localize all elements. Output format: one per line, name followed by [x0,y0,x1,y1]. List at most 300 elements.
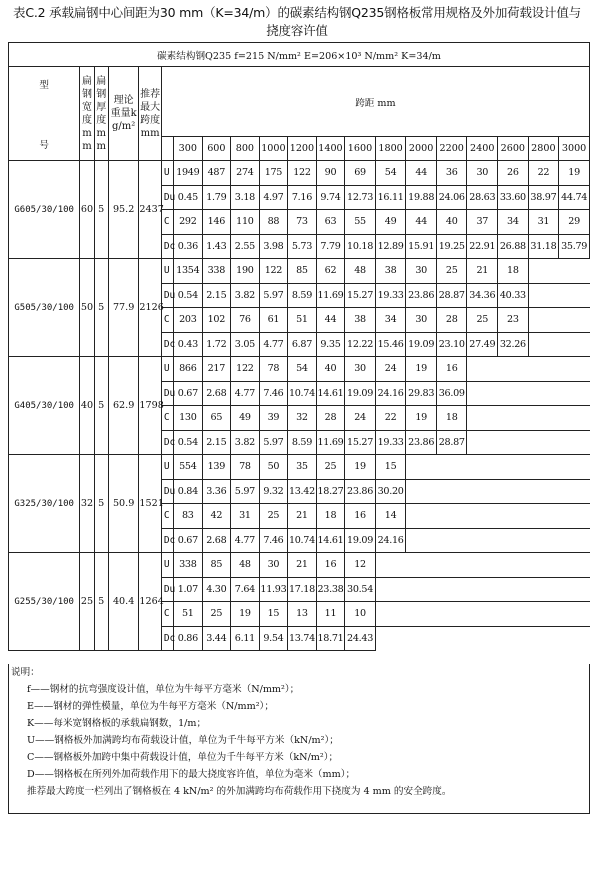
value-cell: 175 [259,161,288,186]
value-cell: 16 [345,504,376,529]
value-cell: 1354 [174,259,203,284]
value-cell: 3.36 [202,479,231,504]
row-label: U [161,455,173,480]
value-cell: 274 [231,161,260,186]
table-row [9,553,590,578]
value-cell: 11.69 [316,430,345,455]
header-span-label: 跨距 mm [161,67,589,137]
span-header-cell: 300 [174,137,203,161]
recommended-span-cell: 1264 [139,553,161,651]
value-cell: 7.16 [288,185,317,210]
value-cell: 15.27 [345,283,376,308]
value-cell: 3.98 [259,234,288,259]
value-cell: 49 [231,406,260,431]
value-cell: 2.68 [202,528,231,553]
span-header-cell: 2000 [406,137,437,161]
value-cell: 39 [259,406,288,431]
value-cell: 85 [202,553,231,578]
thickness-cell: 5 [94,455,108,553]
value-cell: 34 [375,308,406,333]
table-row [9,259,590,284]
value-cell: 30 [345,357,376,382]
value-cell: 24.16 [375,528,406,553]
header-width: 扁钢宽度mm [80,67,94,161]
value-cell: 38.97 [528,185,559,210]
value-cell: 19 [406,357,437,382]
value-cell: 18 [316,504,345,529]
value-cell: 9.35 [316,332,345,357]
value-cell: 12.73 [345,185,376,210]
model-cell: G505/30/100 [9,259,80,357]
value-cell: 5.97 [259,283,288,308]
value-cell: 25 [316,455,345,480]
value-cell: 42 [202,504,231,529]
value-cell: 122 [231,357,260,382]
value-cell: 5.97 [231,479,260,504]
value-cell: 5.73 [288,234,317,259]
value-cell: 24 [375,357,406,382]
value-cell: 12.89 [375,234,406,259]
empty-cell [375,626,589,651]
value-cell: 10 [345,602,376,627]
width-cell: 40 [80,357,94,455]
empty-cell [406,479,590,504]
note-line-d: D——钢格板在所列外加荷载作用下的最大挠度容许值，单位为毫米（mm）； [27,769,356,780]
value-cell: 76 [231,308,260,333]
width-cell: 50 [80,259,94,357]
value-cell: 30 [467,161,498,186]
header-thickness: 扁钢厚度mm [94,67,108,161]
weight-cell: 50.9 [108,455,139,553]
empty-cell [406,455,590,480]
value-cell: 83 [174,504,203,529]
value-cell: 10.18 [345,234,376,259]
value-cell: 13.42 [288,479,317,504]
value-cell: 0.45 [174,185,203,210]
row-label: Du [161,577,173,602]
empty-cell [375,553,589,578]
empty-cell [406,528,590,553]
value-cell: 1949 [174,161,203,186]
value-cell: 29 [559,210,590,235]
value-cell: 18 [436,406,467,431]
weight-cell: 40.4 [108,553,139,651]
value-cell: 78 [231,455,260,480]
value-cell: 44 [406,161,437,186]
table-row [9,455,590,480]
value-cell: 36.09 [436,381,467,406]
value-cell: 29.83 [406,381,437,406]
value-cell: 338 [174,553,203,578]
value-cell: 73 [288,210,317,235]
empty-cell [528,259,589,284]
value-cell: 21 [467,259,498,284]
value-cell: 25 [202,602,231,627]
value-cell: 69 [345,161,376,186]
value-cell: 9.54 [259,626,288,651]
value-cell: 90 [316,161,345,186]
span-header-cell: 3000 [559,137,590,161]
empty-cell [528,308,589,333]
value-cell: 25 [467,308,498,333]
value-cell: 5.97 [259,430,288,455]
value-cell: 4.30 [202,577,231,602]
value-cell: 50 [259,455,288,480]
value-cell: 21 [288,504,317,529]
value-cell: 40 [316,357,345,382]
value-cell: 40 [436,210,467,235]
span-header-cell: 1000 [259,137,288,161]
value-cell: 40.33 [498,283,529,308]
empty-cell [467,430,590,455]
note-line-e: E——钢材的弹性模量，单位为牛每平方毫米（N/mm²）； [27,701,274,712]
value-cell: 25 [259,504,288,529]
value-cell: 487 [202,161,231,186]
value-cell: 7.79 [316,234,345,259]
weight-cell: 62.9 [108,357,139,455]
value-cell: 32 [288,406,317,431]
value-cell: 49 [375,210,406,235]
value-cell: 24.16 [375,381,406,406]
empty-cell [528,283,589,308]
value-cell: 10.74 [288,528,317,553]
value-cell: 122 [259,259,288,284]
value-cell: 85 [288,259,317,284]
empty-cell [467,357,590,382]
value-cell: 63 [316,210,345,235]
value-cell: 2.15 [202,430,231,455]
value-cell: 22.91 [467,234,498,259]
recommended-span-cell: 2437 [139,161,161,259]
value-cell: 4.77 [231,528,260,553]
value-cell: 23.38 [316,577,345,602]
row-label: U [161,161,173,186]
value-cell: 0.84 [174,479,203,504]
recommended-span-cell: 1798 [139,357,161,455]
row-label: Dc [161,234,173,259]
value-cell: 17.18 [288,577,317,602]
value-cell: 19.33 [375,430,406,455]
span-header-cell: 800 [231,137,260,161]
value-cell: 44.74 [559,185,590,210]
value-cell: 7.46 [259,381,288,406]
value-cell: 3.82 [231,430,260,455]
value-cell: 13.74 [288,626,317,651]
value-cell: 2.15 [202,283,231,308]
row-label: C [161,308,173,333]
value-cell: 10.74 [288,381,317,406]
value-cell: 51 [288,308,317,333]
thickness-cell: 5 [94,259,108,357]
table-title: 表C.2 承载扁钢中心间距为30 mm（K=34/m）的碳素结构钢Q235钢格板常用规格及外加荷载设计值与挠度容许值 [13,5,581,38]
value-cell: 30 [259,553,288,578]
value-cell: 15 [259,602,288,627]
value-cell: 18 [498,259,529,284]
row-label: C [161,406,173,431]
value-cell: 33.60 [498,185,529,210]
value-cell: 0.54 [174,283,203,308]
value-cell: 12 [345,553,376,578]
value-cell: 866 [174,357,203,382]
value-cell: 1.07 [174,577,203,602]
table-row [9,357,590,382]
value-cell: 4.97 [259,185,288,210]
value-cell: 25 [436,259,467,284]
value-cell: 28.87 [436,283,467,308]
value-cell: 1.79 [202,185,231,210]
value-cell: 19 [559,161,590,186]
thickness-cell: 5 [94,161,108,259]
row-label: C [161,504,173,529]
span-header-cell: 600 [202,137,231,161]
value-cell: 139 [202,455,231,480]
value-cell: 8.59 [288,283,317,308]
value-cell: 26.88 [498,234,529,259]
value-cell: 88 [259,210,288,235]
row-label: Dc [161,430,173,455]
notes-heading: 说明： [11,667,40,678]
value-cell: 23.10 [436,332,467,357]
value-cell: 15.46 [375,332,406,357]
width-cell: 60 [80,161,94,259]
value-cell: 36 [436,161,467,186]
value-cell: 16 [436,357,467,382]
header-weight: 理论重量kg/m² [108,67,139,161]
note-line-c: C——钢格板外加跨中集中荷载设计值，单位为千牛每平方米（kN/m²）； [27,752,339,763]
span-header-cell: 1600 [345,137,376,161]
row-label: Du [161,479,173,504]
value-cell: 34.36 [467,283,498,308]
empty-cell [375,577,589,602]
empty-cell [467,406,590,431]
value-cell: 19.09 [345,381,376,406]
value-cell: 22 [375,406,406,431]
value-cell: 11.93 [259,577,288,602]
value-cell: 19 [406,406,437,431]
value-cell: 23.86 [406,430,437,455]
empty-cell [375,602,589,627]
value-cell: 44 [406,210,437,235]
row-label: U [161,357,173,382]
header-model-top: 型 [39,79,49,91]
row-label: Du [161,185,173,210]
value-cell: 15.91 [406,234,437,259]
value-cell: 146 [202,210,231,235]
value-cell: 24 [345,406,376,431]
value-cell: 48 [345,259,376,284]
value-cell: 4.77 [231,381,260,406]
recommended-span-cell: 2126 [139,259,161,357]
value-cell: 4.77 [259,332,288,357]
row-label: C [161,602,173,627]
empty-cell [467,381,590,406]
value-cell: 11.69 [316,283,345,308]
note-line-k: K——每米宽钢格板的承载扁钢数，1/m； [27,718,207,729]
value-cell: 19.09 [406,332,437,357]
value-cell: 28 [316,406,345,431]
value-cell: 55 [345,210,376,235]
value-cell: 130 [174,406,203,431]
empty-cell [528,332,589,357]
value-cell: 19.33 [375,283,406,308]
table-row [9,161,590,186]
value-cell: 15.27 [345,430,376,455]
empty-cell [406,504,590,529]
value-cell: 30.20 [375,479,406,504]
note-line-span: 推荐最大跨度一栏列出了钢格板在 4 kN/m² 的外加满跨均布荷载作用下挠度为 4 mm 的安全跨度。 [27,786,452,797]
header-model-bottom: 号 [39,139,49,151]
value-cell: 38 [345,308,376,333]
value-cell: 0.54 [174,430,203,455]
value-cell: 14 [375,504,406,529]
thickness-cell: 5 [94,357,108,455]
note-line-u: U——钢格板外加满跨均布荷载设计值，单位为千牛每平方米（kN/m²）； [27,735,339,746]
value-cell: 0.36 [174,234,203,259]
recommended-span-cell: 1521 [139,455,161,553]
value-cell: 26 [498,161,529,186]
value-cell: 15 [375,455,406,480]
value-cell: 19 [345,455,376,480]
span-header-cell: 1400 [316,137,345,161]
model-cell: G325/30/100 [9,455,80,553]
value-cell: 28.63 [467,185,498,210]
span-header-cell: 1800 [375,137,406,161]
value-cell: 44 [316,308,345,333]
value-cell: 11 [316,602,345,627]
span-header-cell: 1200 [288,137,317,161]
row-label: Dc [161,528,173,553]
value-cell: 24.06 [436,185,467,210]
span-header-cell: 2400 [467,137,498,161]
value-cell: 30 [406,308,437,333]
value-cell: 31 [231,504,260,529]
value-cell: 0.67 [174,381,203,406]
value-cell: 12.22 [345,332,376,357]
value-cell: 1.72 [202,332,231,357]
value-cell: 9.32 [259,479,288,504]
value-cell: 65 [202,406,231,431]
row-label: U [161,259,173,284]
value-cell: 190 [231,259,260,284]
value-cell: 31 [528,210,559,235]
value-cell: 2.68 [202,381,231,406]
value-cell: 32.26 [498,332,529,357]
value-cell: 28 [436,308,467,333]
model-cell: G405/30/100 [9,357,80,455]
width-cell: 25 [80,553,94,651]
header-recommended-span: 推荐最大跨度mm [139,67,161,161]
value-cell: 28.87 [436,430,467,455]
note-line-f: f——钢材的抗弯强度设计值，单位为牛每平方毫米（N/mm²）； [27,684,300,695]
value-cell: 19.25 [436,234,467,259]
thickness-cell: 5 [94,553,108,651]
value-cell: 48 [231,553,260,578]
value-cell: 62 [316,259,345,284]
value-cell: 61 [259,308,288,333]
value-cell: 13 [288,602,317,627]
model-cell: G605/30/100 [9,161,80,259]
value-cell: 14.61 [316,528,345,553]
value-cell: 3.82 [231,283,260,308]
value-cell: 7.64 [231,577,260,602]
row-label: Dc [161,332,173,357]
value-cell: 3.05 [231,332,260,357]
value-cell: 8.59 [288,430,317,455]
value-cell: 23.86 [345,479,376,504]
value-cell: 30.54 [345,577,376,602]
value-cell: 35.79 [559,234,590,259]
value-cell: 16.11 [375,185,406,210]
value-cell: 6.11 [231,626,260,651]
value-cell: 2.55 [231,234,260,259]
value-cell: 1.43 [202,234,231,259]
value-cell: 0.67 [174,528,203,553]
value-cell: 21 [288,553,317,578]
model-cell: G255/30/100 [9,553,80,651]
value-cell: 292 [174,210,203,235]
row-label: Du [161,283,173,308]
span-header-cell: 2600 [498,137,529,161]
value-cell: 31.18 [528,234,559,259]
value-cell: 23 [498,308,529,333]
value-cell: 51 [174,602,203,627]
span-header-cell: 2200 [436,137,467,161]
value-cell: 9.74 [316,185,345,210]
weight-cell: 95.2 [108,161,139,259]
value-cell: 22 [528,161,559,186]
header-model [9,67,80,161]
row-label: Dc [161,626,173,651]
value-cell: 18.27 [316,479,345,504]
value-cell: 554 [174,455,203,480]
value-cell: 24.43 [345,626,376,651]
value-cell: 54 [375,161,406,186]
value-cell: 217 [202,357,231,382]
value-cell: 18.71 [316,626,345,651]
value-cell: 0.86 [174,626,203,651]
row-label: U [161,553,173,578]
spec-table [8,42,590,651]
value-cell: 102 [202,308,231,333]
value-cell: 122 [288,161,317,186]
header-blank [161,137,173,161]
material-line: 碳素结构钢Q235 f=215 N/mm² E=206×10³ N/mm² K=34/m [9,43,590,67]
value-cell: 27.49 [467,332,498,357]
row-label: C [161,210,173,235]
value-cell: 0.43 [174,332,203,357]
value-cell: 37 [467,210,498,235]
value-cell: 19.09 [345,528,376,553]
value-cell: 19 [231,602,260,627]
value-cell: 3.18 [231,185,260,210]
value-cell: 7.46 [259,528,288,553]
value-cell: 35 [288,455,317,480]
value-cell: 30 [406,259,437,284]
notes [8,664,590,814]
value-cell: 110 [231,210,260,235]
value-cell: 34 [498,210,529,235]
span-header-cell: 2800 [528,137,559,161]
value-cell: 203 [174,308,203,333]
value-cell: 23.86 [406,283,437,308]
value-cell: 3.44 [202,626,231,651]
value-cell: 338 [202,259,231,284]
value-cell: 38 [375,259,406,284]
weight-cell: 77.9 [108,259,139,357]
value-cell: 14.61 [316,381,345,406]
width-cell: 32 [80,455,94,553]
value-cell: 16 [316,553,345,578]
